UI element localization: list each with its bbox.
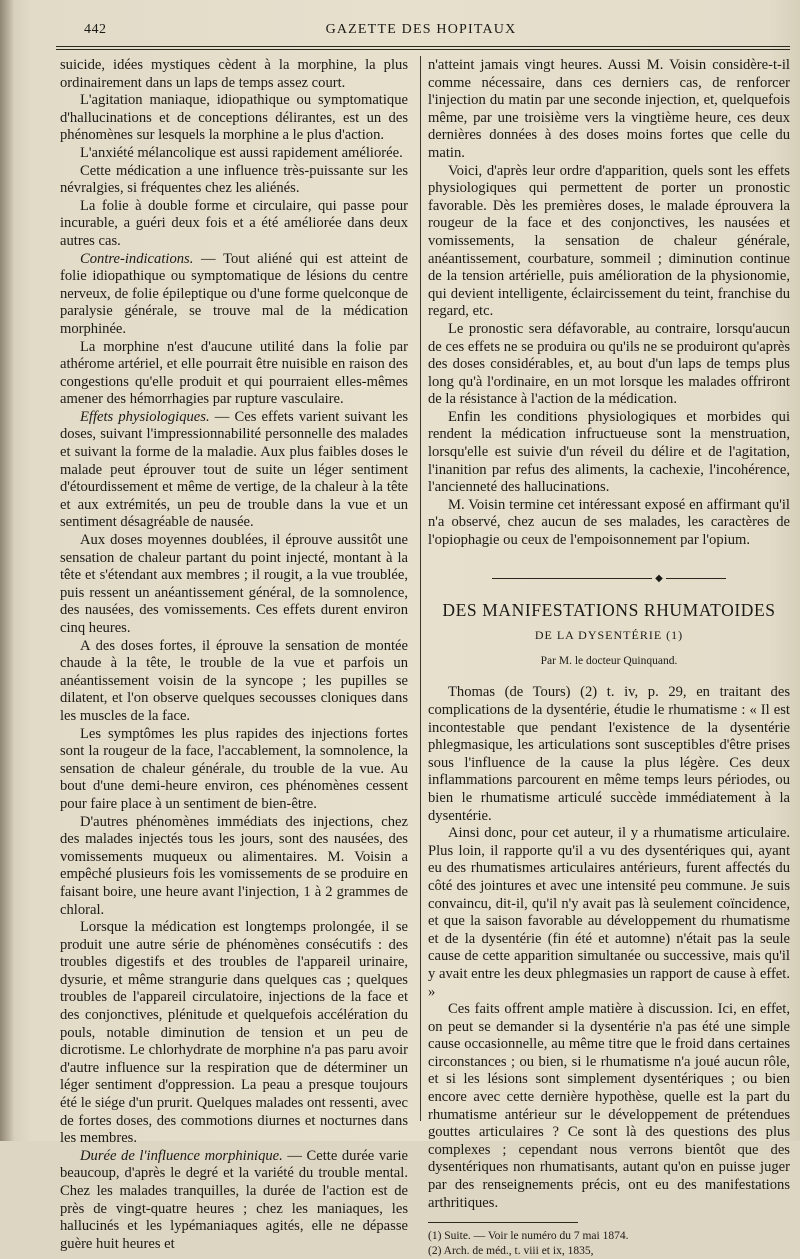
paragraph: Le pronostic sera défavorable, au contraire, lorsqu'aucun de ces effets ne se produira ou qu'ils ne se produiront qu'après des doses considérables, et, au bout d'un laps de temps plus long qu'à l'ordinaire, en un mot lorsque les malades offriront de la résistance à l'action de la médication. xyxy=(428,320,790,408)
paragraph: A des doses fortes, il éprouve la sensation de montée chaude à la tête, le trouble de la vue et parfois un anéantissement voisin de la syncope ; les pupilles se dilatent, et l'on observe quelques secousses cloniques dans les muscles de la face. xyxy=(60,637,408,724)
column-divider xyxy=(420,56,421,1121)
paragraph-text: — Ces effets varient suivant les doses, suivant l'impressionnabilité personnelle des malades et suivant la forme de la maladie. Aux plus faibles doses le malade peut éprouver tout de suite un léger sentiment d'étourdissement et même de vertige, de la chaleur à la tête et aux extrémités, un peu de trouble dans la vue et un sentiment désagréable de nausée. xyxy=(60,408,408,531)
header-rule-double xyxy=(56,49,790,50)
run-in-heading: Effets physiologiques. xyxy=(80,408,210,425)
paragraph: Ainsi donc, pour cet auteur, il y a rhumatisme articulaire. Plus loin, il rapporte qu'il a vu des dysentériques qui, ayant eu des rhumatismes articulaires antérieurs, furent affectés du côté des jointures et avec une intensité peu commune. Je suis convaincu, dit-il, qu'il n'y avait pas là seulement coïncidence, et que la saison favorable au développement du rhumatisme et de la dysentérie (fin été et automne) n'était pas la seule cause de cette apparition simultanée ou successive, mais qu'il y avait entre les deux phlegmasies un rapport de cause à effet. » xyxy=(428,825,790,1000)
section-ornament: ◆ xyxy=(428,570,790,580)
paragraph: Aux doses moyennes doublées, il éprouve aussitôt une sensation de chaleur partant du point injecté, montant à la tête et s'étendant aux membres ; il rougit, a la vue troublée, puis ressent un anéantissement général, de la somnolence, des nausées, des vomissements. Ces effets durent environ cinq heures. xyxy=(60,532,408,636)
paragraph: Voici, d'après leur ordre d'apparition, quels sont les effets physiologiques qui permettent de porter un pronostic favorable. Dès les premières doses, le malade éprouvera la rougeur de la face et des conjonctives, les nausées et vomissements, la sensation de chaleur générale, anéantissement, courbature, sommeil ; diminution continue de la tension artérielle, puis amélioration de la physionomie, qui devient intelligente, éclaircissement du teint, franchise du regard, etc. xyxy=(428,162,790,320)
paragraph-effets-physiologiques xyxy=(60,409,408,532)
section-subtitle: DE LA DYSENTÉRIE (1) xyxy=(534,628,684,643)
paragraph: Les symptômes les plus rapides des injections fortes sont la rougeur de la face, l'accablement, la somnolence, la sensation de chaleur générale, du trouble de la vue. Au bout d'une demi-heure environ, ces phénomènes cessent pour faire place à un sentiment de bien-être. xyxy=(60,725,408,812)
run-in-heading: Durée de l'influence morphinique. xyxy=(80,1147,283,1164)
page-header xyxy=(56,20,786,46)
article-byline: Par M. le docteur Quinquand. xyxy=(540,654,678,667)
paragraph: L'agitation maniaque, idiopathique ou symptomatique d'hallucinations et de conceptions délirantes, est un des phénomènes sur lesquels la morphine a le plus d'action. xyxy=(60,92,408,144)
right-column xyxy=(428,57,790,1259)
left-column xyxy=(60,57,408,1253)
paragraph: Lorsque la médication est longtemps prolongée, il se produit une autre série de phénomènes consécutifs : des troubles digestifs et des troubles de l'appareil urinaire, dysurie, et même strangurie dans quelques cas ; quelques troubles de l'appareil circulatoire, injections de la face et des conjonctives, plénitude et quelquefois accélération du pouls, notable diminution de tension et un peu de dicrotisme. Le chlorhydrate de morphine n'a pas paru avoir d'autre influence sur la respiration que de déterminer un léger sentiment d'oppression. La peau a presque toujours été le siége d'un prurit. Quelques malades ont ressenti, avec de fortes doses, des commotions diurnes et nocturnes dans les membres. xyxy=(60,919,408,1147)
footnotes xyxy=(428,1229,790,1259)
paragraph-text: — Cette durée varie beaucoup, d'après le degré et la variété du trouble mental. Chez les malades tranquilles, la durée de l'action est de près de vingt-quatre heures ; chez les maniaques, les hallucinés et les lypémaniaques agités, elle ne dépasse guère huit heures et xyxy=(60,1147,408,1252)
paragraph: La folie à double forme et circulaire, qui passe pour incurable, a guéri deux fois et a été améliorée dans deux autres cas. xyxy=(60,197,408,249)
paragraph-duree xyxy=(60,1148,408,1254)
paragraph: Thomas (de Tours) (2) t. iv, p. 29, en traitant des complications de la dysentérie, étudie le rhumatisme : « Il est incontestable que pendant l'existence de la dysentérie phlegmasique, les articulations sont susceptibles d'être prises sous l'influence de la cause la plus légère. Ces deux inflammations parcourent en même temps leurs périodes, ou bien le rhumatisme articulé succède immédiatement à la dysentérie. xyxy=(428,684,790,824)
paragraph: La morphine n'est d'aucune utilité dans la folie par athérome artériel, et elle pourrait être nuisible en raison des congestions qu'elle produit et qui pourraient elles-mêmes amener des hémorrhagies par rupture vasculaire. xyxy=(60,338,408,408)
paragraph: D'autres phénomènes immédiats des injections, chez des malades injectés tous les jours, sont des nausées, des vomissements muqueux ou alimentaires. M. Voisin a empêché plusieurs fois les vomissements de se produire en faisant boire, une heure avant l'injection, 1 à 2 grammes de chloral. xyxy=(60,813,408,918)
paragraph-text: — Tout aliéné qui est atteint de folie idiopathique ou symptomatique de lésions du centre nerveux, de folie épileptique ou d'une forme quelconque de paralysie générale, se trouve mal de la médication morphinée. xyxy=(60,250,408,337)
header-rule xyxy=(56,46,790,47)
footnote: (1) Suite. — Voir le numéro du 7 mai 1874. xyxy=(428,1230,629,1243)
page-binding-edge xyxy=(0,0,14,1141)
paragraph-contra-indications xyxy=(60,251,408,339)
paragraph: n'atteint jamais vingt heures. Aussi M. Voisin considère-t-il comme nécessaire, dans ces derniers cas, de renforcer l'injection du matin par une seconde injection, et, quelquefois même, par une troisième vers la vingtième heure, ces deux dernières données à des doses moins fortes que celle du matin. xyxy=(428,57,790,161)
run-in-heading: Contre-indications. xyxy=(80,250,194,267)
footnote: (2) Arch. de méd., t. viii et ix, 1835, xyxy=(428,1245,594,1258)
paragraph: suicide, idées mystiques cèdent à la morphine, la plus ordinairement dans un laps de temps assez court. xyxy=(60,57,408,91)
paragraph: L'anxiété mélancolique est aussi rapidement améliorée. xyxy=(80,144,403,161)
paragraph: Enfin les conditions physiologiques et morbides qui rendent la médication infructueuse sont la menstruation, lorsqu'elle est suivie d'un réveil du délire et de l'agitation, l'inanition par refus des aliments, la cachexie, l'incohérence, l'ancienneté des hallucinations. xyxy=(428,408,790,496)
page-number: 442 xyxy=(84,22,107,37)
section-title: DES MANIFESTATIONS RHUMATOIDES xyxy=(442,599,776,620)
paragraph: M. Voisin termine cet intéressant exposé en affirmant qu'il n'a observé, chez aucun de ses malades, les caractères de l'opiophagie ou ceux de l'empoisonnement par l'opium. xyxy=(428,496,790,549)
footnote-rule xyxy=(428,1222,578,1223)
running-title: GAZETTE DES HOPITAUX xyxy=(325,22,517,37)
paragraph: Cette médication a une influence très-puissante sur les névralgies, si fréquentes chez les aliénés. xyxy=(60,162,408,197)
paragraph: Ces faits offrent ample matière à discussion. Ici, en effet, on peut se demander si la dysentérie n'a pas été une simple cause occasionnelle, au même titre que le froid dans certaines circonstances ; ou bien, si le rhumatisme n'a joué aucun rôle, et si les lésions sont simplement dysentériques ; ou bien encore avec cette dernière hypothèse, quelle est la part du rhumatisme antérieur sur le développement de prétendues gouttes articulaires ? Ce sont là des questions des plus complexes ; cependant nous verrons bientôt que des dysentériques non rhumatisants, autant qu'on en puisse juger par des renseignements précis, ont eu des manifestations arthritiques. xyxy=(428,1001,790,1211)
